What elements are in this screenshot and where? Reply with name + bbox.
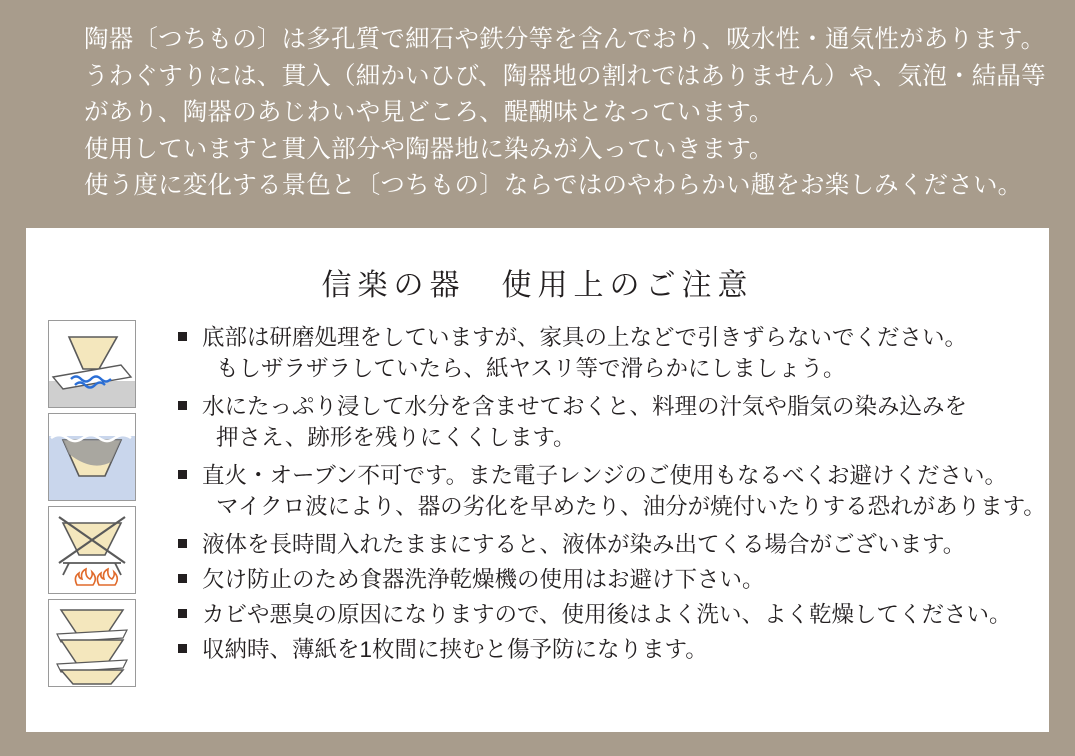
bullet-marker bbox=[178, 470, 187, 479]
list-item-main: カビや悪臭の原因になりますので、使用後はよく洗い、よく乾燥してください。 bbox=[202, 602, 1012, 627]
list-item bbox=[178, 391, 1038, 453]
list-item bbox=[178, 599, 1038, 630]
bullet-marker bbox=[178, 539, 187, 548]
list-item bbox=[178, 634, 1038, 665]
list-item-sub: 押さえ、跡形を残りにくくします。 bbox=[216, 425, 576, 450]
intro-line: 使用していますと貫入部分や陶器地に染みが入っていきます。 bbox=[84, 135, 774, 163]
bowl-soaking-svg bbox=[49, 414, 135, 500]
intro-line: 陶器〔つちもの〕は多孔質で細石や鉄分等を含んでおり、吸水性・通気性があります。 bbox=[84, 26, 1046, 53]
bullet-marker bbox=[178, 332, 187, 341]
bowl-on-table-svg bbox=[49, 321, 135, 407]
list-item bbox=[178, 564, 1038, 595]
bullet-marker bbox=[178, 574, 187, 583]
list-item-main: 欠け防止のため食器洗浄乾燥機の使用はお避け下さい。 bbox=[202, 567, 765, 592]
intro-paragraph bbox=[84, 22, 1046, 205]
notice-list bbox=[178, 322, 1046, 669]
list-item bbox=[178, 460, 1046, 522]
notice-card bbox=[26, 228, 1049, 732]
stacked-bowls-svg bbox=[49, 600, 135, 686]
list-item-main: 底部は研磨処理をしていますが、家具の上などで引きずらないでください。 bbox=[202, 325, 968, 350]
list-item-main: 水にたっぷり浸して水分を含ませておくと、料理の汁気や脂気の染み込みを bbox=[202, 394, 968, 419]
list-item-main: 液体を長時間入れたままにすると、液体が染み出てくる場合がございます。 bbox=[202, 532, 966, 557]
bullet-marker bbox=[178, 609, 187, 618]
bullet-marker bbox=[178, 644, 187, 653]
no-flame-svg bbox=[49, 507, 135, 593]
list-item-main: 直火・オーブン不可です。また電子レンジのご使用もなるべくお避けください。 bbox=[202, 463, 1008, 488]
card-title: 信楽の器 使用上のご注意 bbox=[321, 269, 754, 302]
icon-column bbox=[48, 320, 136, 692]
intro-line: 使う度に変化する景色と〔つちもの〕ならではのやわらかい趣をお楽しみください。 bbox=[84, 172, 1023, 199]
intro-line: うわぐすりには、貫入（細かいひび、陶器地の割れではありません）や、気泡・結晶等 bbox=[84, 62, 1046, 90]
list-item bbox=[178, 322, 1038, 384]
list-item-sub: マイクロ波により、器の劣化を早めたり、油分が焼付いたりする恐れがあります。 bbox=[216, 494, 1046, 519]
bullet-marker bbox=[178, 401, 187, 410]
bowl-on-table-icon bbox=[48, 320, 136, 408]
no-open-flame-icon bbox=[48, 506, 136, 594]
bowl-soaking-in-water-icon bbox=[48, 413, 136, 501]
list-item-sub: もしザラザラしていたら、紙ヤスリ等で滑らかにしましょう。 bbox=[216, 356, 846, 381]
list-item-main: 収納時、薄紙を1枚間に挟むと傷予防になります。 bbox=[202, 637, 708, 662]
intro-line: があり、陶器のあじわいや見どころ、醍醐味となっています。 bbox=[84, 99, 774, 126]
list-item bbox=[178, 529, 1038, 560]
stacked-bowls-with-paper-icon bbox=[48, 599, 136, 687]
